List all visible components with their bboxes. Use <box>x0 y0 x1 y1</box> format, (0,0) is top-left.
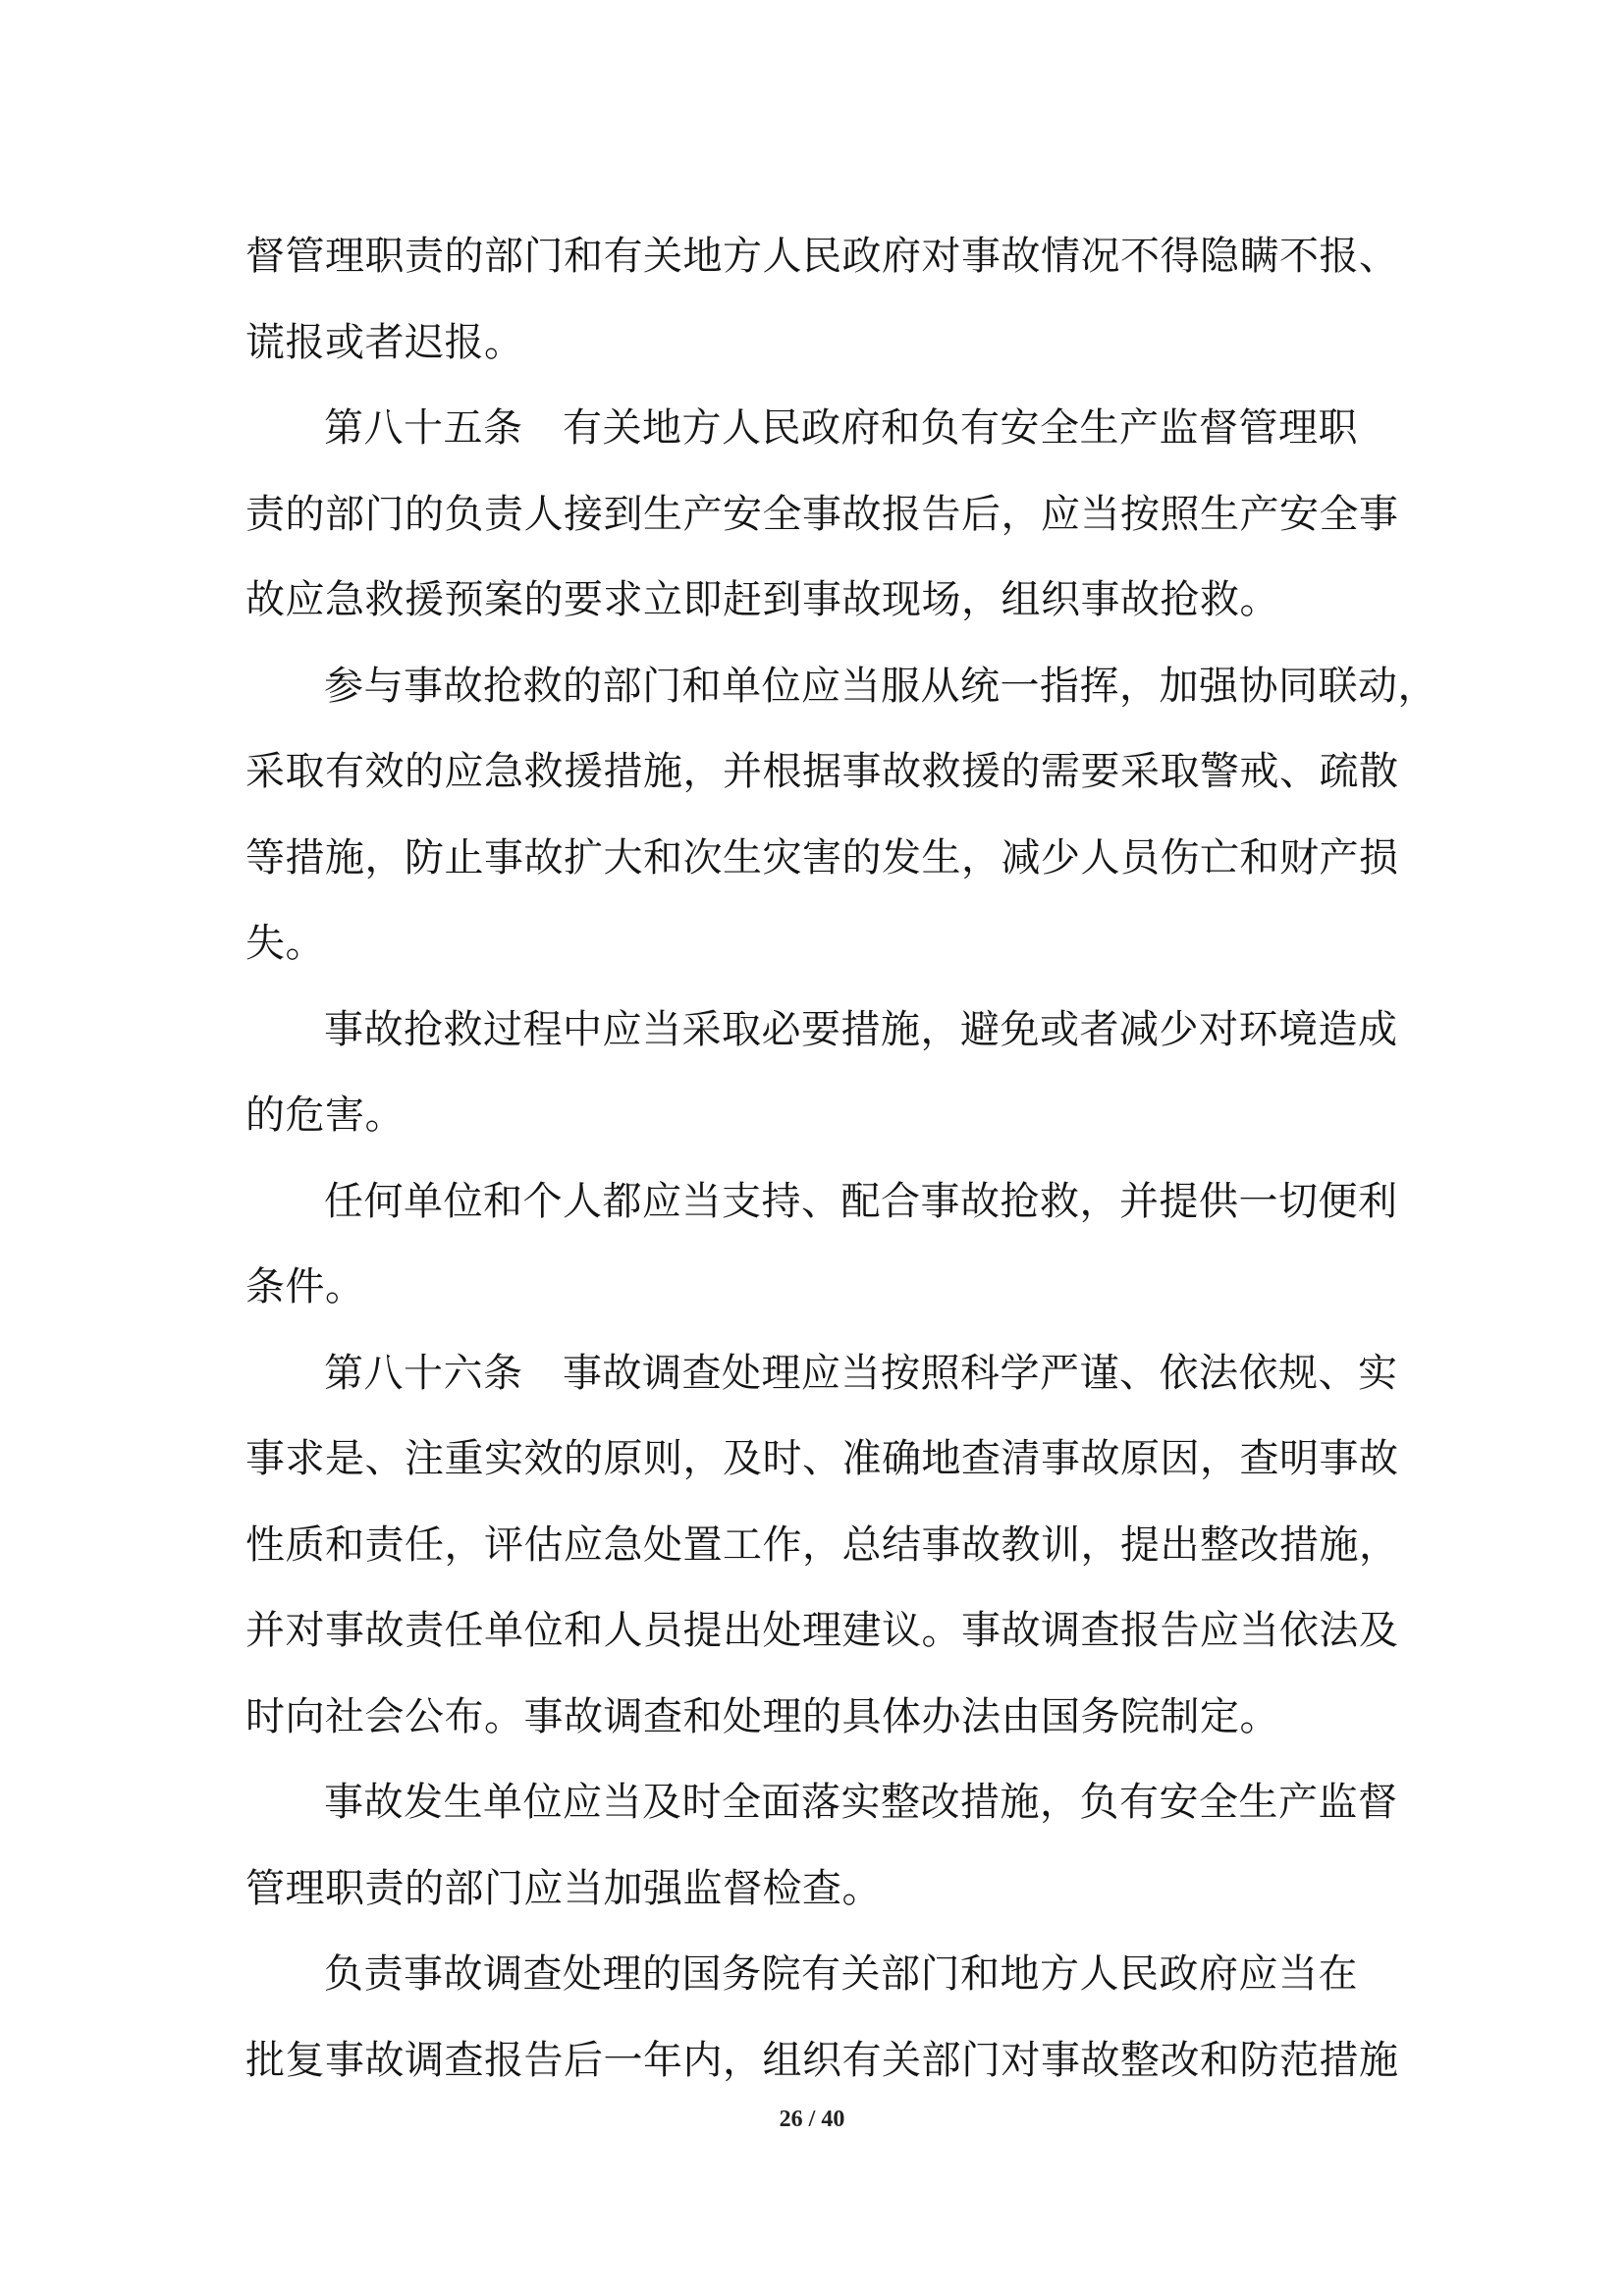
text-line: 事故发生单位应当及时全面落实整改措施，负有安全生产监督 <box>324 1780 1398 1825</box>
text-line: 参与事故抢救的部门和单位应当服从统一指挥，加强协同联动， <box>324 663 1437 709</box>
text-line: 责的部门的负责人接到生产安全事故报告后，应当按照生产安全事 <box>245 491 1399 537</box>
text-line: 第八十五条 有关地方人民政府和负有安全生产监督管理职 <box>324 405 1358 451</box>
text-line: 管理职责的部门应当加强监督检查。 <box>245 1865 882 1911</box>
text-line: 第八十六条 事故调查处理应当按照科学严谨、依法依规、实 <box>324 1350 1398 1396</box>
text-line: 负责事故调查处理的国务院有关部门和地方人民政府应当在 <box>324 1951 1358 1997</box>
text-line: 批复事故调查报告后一年内，组织有关部门对事故整改和防范措施 <box>245 2037 1399 2083</box>
text-line: 的危害。 <box>245 1093 405 1138</box>
text-line: 任何单位和个人都应当支持、配合事故抢救，并提供一切便利 <box>324 1178 1398 1224</box>
text-line: 时向社会公布。事故调查和处理的具体办法由国务院制定。 <box>245 1693 1279 1739</box>
text-line: 并对事故责任单位和人员提出处理建议。事故调查报告应当依法及 <box>245 1608 1399 1653</box>
text-line: 事求是、注重实效的原则，及时、准确地查清事故原因，查明事故 <box>245 1436 1399 1481</box>
text-line: 采取有效的应急救援措施，并根据事故救援的需要采取警戒、疏散 <box>245 749 1399 794</box>
text-line: 事故抢救过程中应当采取必要措施，避免或者减少对环境造成 <box>324 1006 1398 1052</box>
text-line: 督管理职责的部门和有关地方人民政府对事故情况不得隐瞒不报、 <box>245 234 1399 279</box>
text-line: 等措施，防止事故扩大和次生灾害的发生，减少人员伤亡和财产损 <box>245 834 1399 881</box>
text-line: 性质和责任，评估应急处置工作，总结事故教训，提出整改措施， <box>245 1522 1399 1568</box>
text-line: 失。 <box>245 921 325 966</box>
text-line: 谎报或者迟报。 <box>245 319 524 365</box>
page-number: 26 / 40 <box>779 2107 845 2132</box>
body-text <box>245 214 1437 2104</box>
text-line: 条件。 <box>245 1264 365 1309</box>
text-line: 故应急救援预案的要求立即赶到事故现场，组织事故抢救。 <box>245 577 1279 622</box>
